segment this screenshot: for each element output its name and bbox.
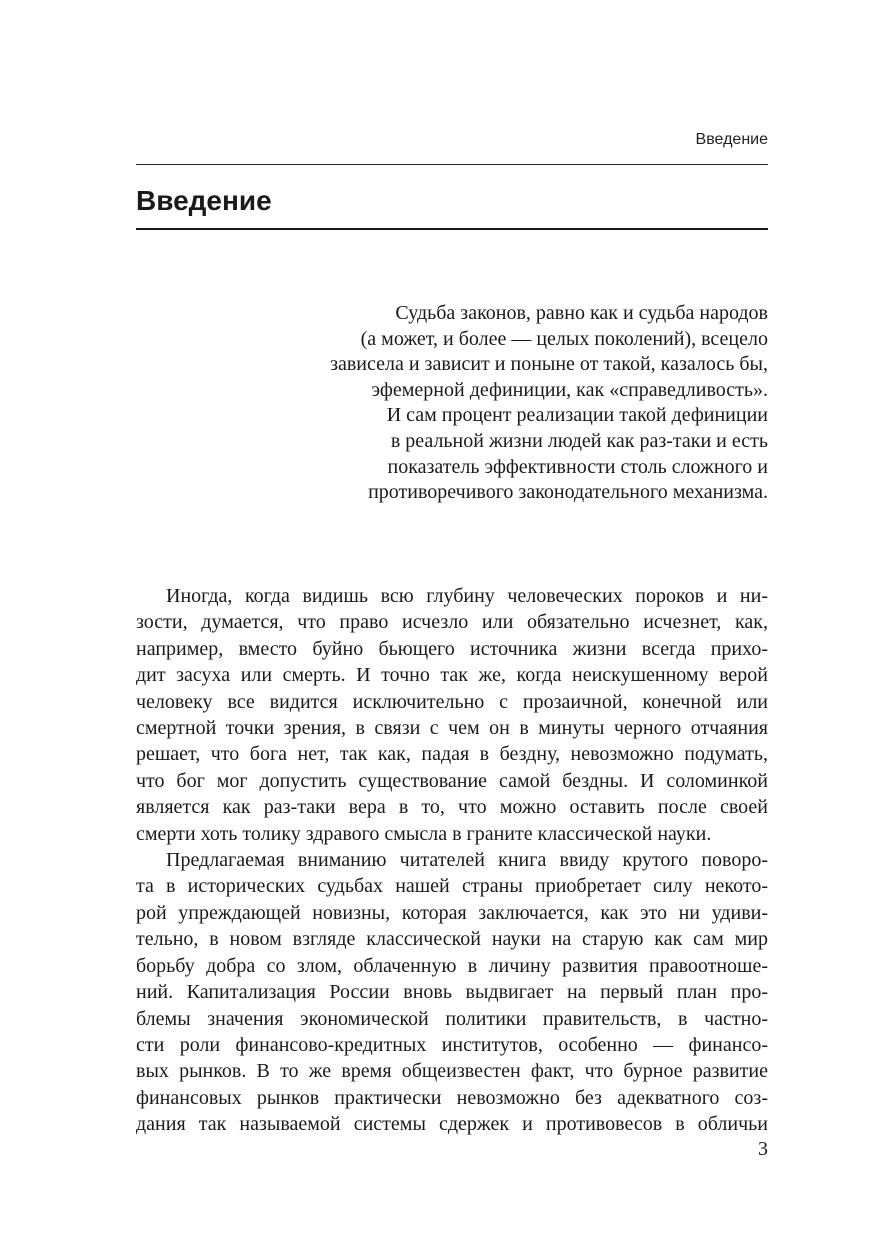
text-line: человеку все видится исключительно с прозаичной, конечной или: [136, 690, 768, 713]
text-line: решает, что бога нет, так как, падая в бездну, невозможно подумать,: [136, 743, 768, 766]
text-line: блемы значения экономической политики правительств, в частно-: [136, 1007, 768, 1030]
epigraph-line: Судьба законов, равно как и судьба народов: [395, 302, 768, 324]
text-line: вых рынков. В то же время общеизвестен факт, что бурное развитие: [136, 1060, 768, 1083]
text-line: сти роли финансово-кредитных институтов, особенно — финансо-: [136, 1033, 768, 1056]
epigraph-line: (а может, и более — целых поколений), всецело: [360, 327, 768, 350]
running-head: Введение: [695, 131, 768, 148]
chapter-title: Введение: [136, 185, 272, 216]
text-line: тельно, в новом взгляде классической науки на старую как сам мир: [136, 928, 768, 951]
header-rule: [136, 164, 768, 165]
epigraph-line: И сам процент реализации такой дефиниции: [386, 404, 768, 427]
paragraph-2: [136, 847, 768, 1137]
text-line: Предлагаемая вниманию читателей книга ввиду крутого поворо-: [166, 849, 768, 872]
text-line: Иногда, когда видишь всю глубину человеческих пороков и ни-: [166, 585, 768, 607]
text-line: ний. Капитализация России вновь выдвигает на первый план про-: [136, 981, 768, 1004]
text-line: например, вместо буйно бьющего источника жизни всегда прихо-: [136, 637, 768, 660]
text-line: рой упреждающей новизны, которая заключается, как это ни удиви-: [136, 901, 768, 924]
text-line: финансовых рынков практически невозможно без адекватного соз-: [136, 1086, 768, 1109]
text-line: является как раз-таки вера в то, что можно оставить после своей: [136, 796, 768, 819]
text-line: дания так называемой системы сдержек и противовесов в обличьи: [136, 1113, 768, 1136]
paragraph-1: [136, 583, 768, 847]
epigraph-line: в реальной жизни людей как раз-таки и есть: [390, 429, 768, 452]
epigraph-line: эфемерной дефиниции, как «справедливость».: [371, 378, 768, 401]
page-number: 3: [758, 1138, 768, 1160]
body-text: [136, 583, 768, 1138]
epigraph: [260, 301, 768, 506]
title-rule: [136, 228, 768, 230]
text-line: борьбу добра со злом, облаченную в личину развития правоотноше-: [136, 954, 768, 977]
text-line: та в исторических судьбах нашей страны приобретает силу некото-: [136, 875, 768, 898]
text-line: что бог мог допустить существование самой бездны. И соломинкой: [136, 769, 768, 792]
text-line: смерти хоть толику здравого смысла в граните классической науки.: [136, 822, 712, 845]
text-line: зости, думается, что право исчезло или обязательно исчезнет, как,: [136, 611, 768, 634]
epigraph-line: противоречивого законодательного механизма.: [368, 481, 768, 504]
epigraph-line: зависела и зависит и поныне от такой, казалось бы,: [330, 353, 768, 376]
text-line: смертной точки зрения, в связи с чем он в минуты черного отчаяния: [136, 717, 768, 740]
text-line: дит засуха или смерть. И точно так же, когда неискушенному верой: [136, 664, 768, 687]
epigraph-line: показатель эффективности столь сложного и: [387, 455, 768, 478]
